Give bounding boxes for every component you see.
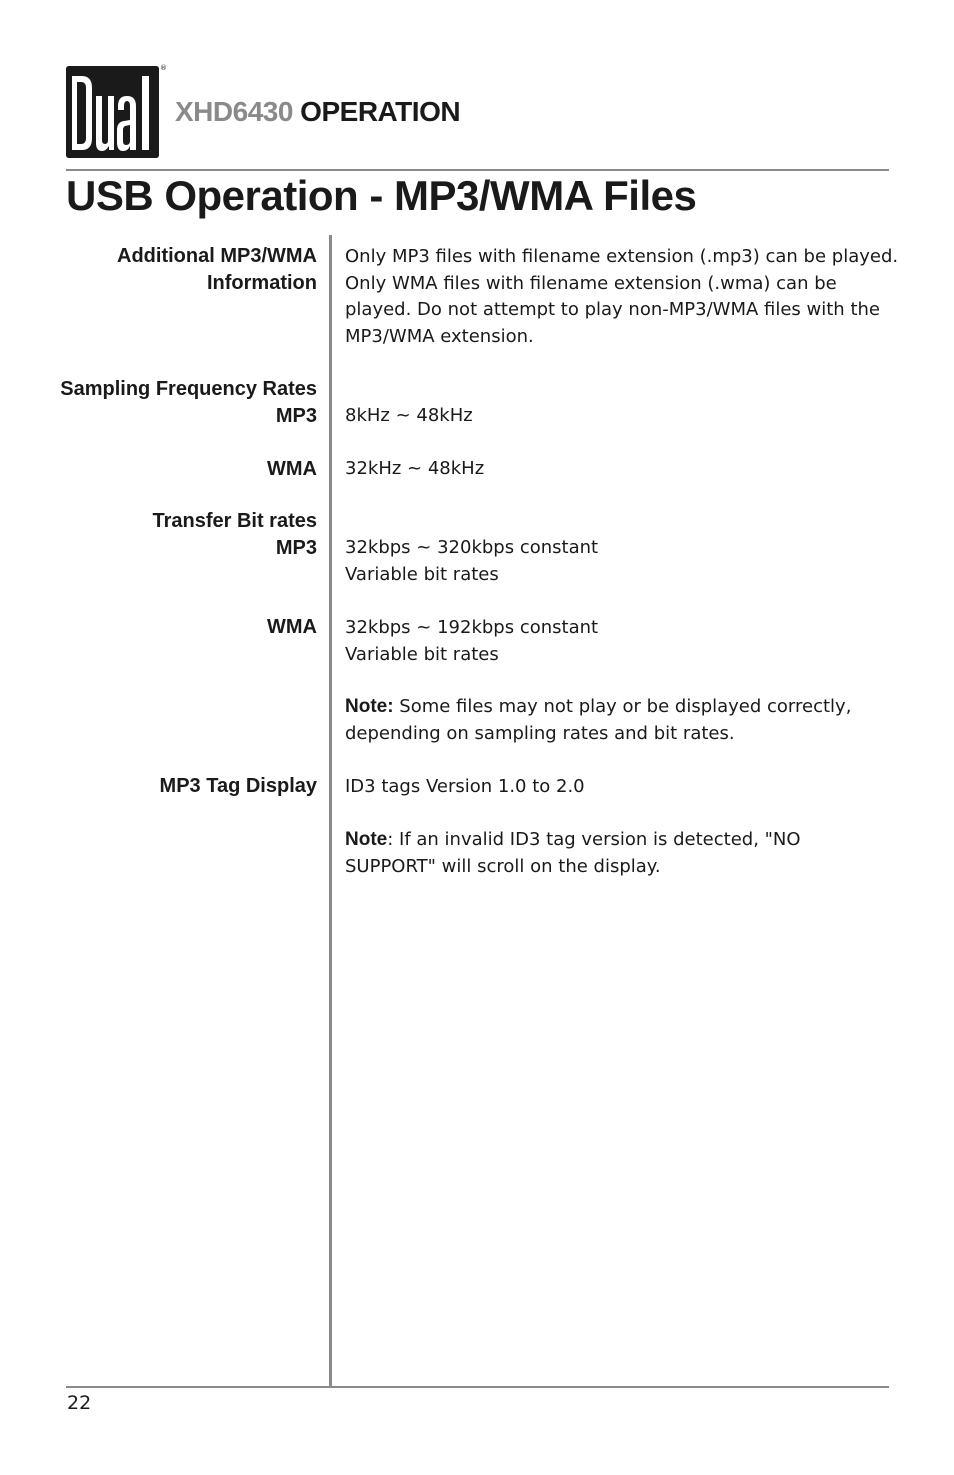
column-divider bbox=[329, 235, 332, 1387]
label-mp3: MP3 bbox=[275, 536, 317, 559]
text-line: Variable bit rates bbox=[345, 563, 499, 585]
text-line bbox=[345, 827, 890, 854]
footer-divider bbox=[66, 1386, 889, 1388]
label-tag-display: MP3 Tag Display bbox=[159, 775, 317, 797]
text-line bbox=[345, 694, 890, 721]
text-line: 32kbps ~ 192kbps constant bbox=[345, 617, 599, 638]
label-sampling-wma: WMA bbox=[267, 458, 317, 480]
label-transfer-wma: WMA bbox=[267, 616, 317, 638]
value-tag-display: ID3 tags Version 1.0 to 2.0 bbox=[345, 776, 585, 797]
value-sampling-mp3: 8kHz ~ 48kHz bbox=[345, 405, 473, 426]
label-additional-info bbox=[37, 243, 317, 296]
note-text: : If an invalid ID3 tag version is detected, "NO bbox=[387, 829, 801, 850]
note-label: Note bbox=[345, 829, 388, 850]
page-number: 22 bbox=[67, 1392, 92, 1414]
text-line: MP3/WMA extension. bbox=[345, 325, 534, 347]
text-line: played. Do not attempt to play non-MP3/WMA files with the bbox=[345, 299, 880, 320]
value-transfer-mp3 bbox=[345, 535, 890, 588]
text-line: SUPPORT" will scroll on the display. bbox=[345, 855, 661, 877]
header-title bbox=[175, 96, 460, 128]
dual-logo bbox=[66, 66, 159, 158]
note-bit-rates bbox=[345, 694, 890, 747]
text-line: Only MP3 files with filename extension (.mp3) can be played. bbox=[345, 246, 899, 267]
value-transfer-wma bbox=[345, 615, 890, 668]
label-line: Sampling Frequency Rates bbox=[60, 378, 317, 400]
page-title: USB Operation - MP3/WMA Files bbox=[66, 172, 697, 219]
text-line: depending on sampling rates and bit rates. bbox=[345, 722, 735, 744]
header-divider bbox=[66, 169, 889, 171]
model-number: XHD6430 bbox=[175, 96, 293, 127]
note-text: Some files may not play or be displayed correctly, bbox=[393, 696, 852, 717]
header-operation: OPERATION bbox=[292, 96, 461, 127]
text-line: Variable bit rates bbox=[345, 643, 499, 665]
text-line: 32kbps ~ 320kbps constant bbox=[345, 537, 599, 558]
label-sampling-rates bbox=[37, 376, 317, 429]
text-additional-info bbox=[345, 244, 899, 350]
label-line: Transfer Bit rates bbox=[152, 510, 317, 532]
label-line: Information bbox=[207, 271, 317, 294]
label-transfer-bit-rates bbox=[37, 508, 317, 561]
label-mp3: MP3 bbox=[275, 404, 317, 427]
text-line: Only WMA files with filename extension (.wma) can be bbox=[345, 272, 837, 294]
dual-logo-mark bbox=[66, 66, 159, 158]
note-label: Note: bbox=[345, 696, 394, 717]
value-sampling-wma: 32kHz ~ 48kHz bbox=[345, 458, 485, 479]
label-line: Additional MP3/WMA bbox=[117, 245, 317, 267]
registered-mark: ® bbox=[160, 64, 167, 72]
note-tag-display bbox=[345, 827, 890, 880]
